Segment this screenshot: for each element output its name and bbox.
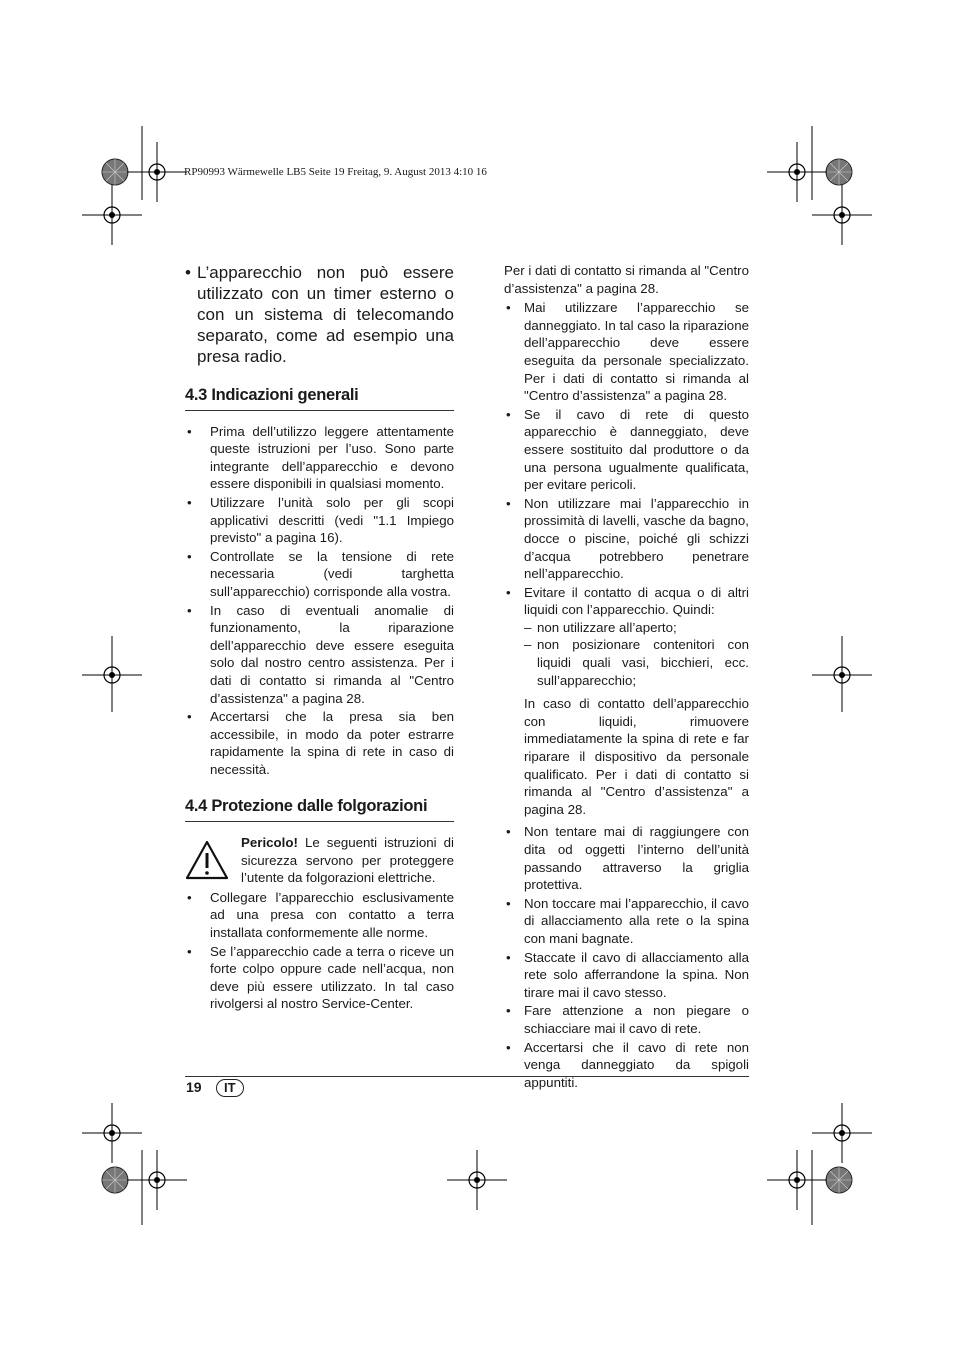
- footer-rule: [185, 1076, 749, 1077]
- list-item: • Staccate il cavo di allacciamento alla rete solo afferrandone la spina. Non tirare mai il cavo stesso.: [506, 949, 749, 1000]
- list-item: • Se il cavo di rete di questo apparecchio è danneggiato, deve essere sostituito dal produttore o da una persona ugualmente qualificata, per evitare pericoli.: [506, 406, 749, 493]
- sub-list-item: – non posizionare contenitori con liquidi quali vasi, bicchieri, ecc. sull’apparecchio;: [524, 637, 749, 688]
- list-item: • Prima dell’utilizzo leggere attentamente queste istruzioni per l’uso. Sono parte integrante dell’apparecchio e devono essere disponibili in qualsiasi momento.: [187, 423, 454, 492]
- list-item: • Se l’apparecchio cade a terra o riceve un forte colpo oppure cade nell’acqua, non deve più essere utilizzato. In tal caso rivolgersi al nostro Service-Center.: [187, 943, 454, 1012]
- list-item: • Collegare l’apparecchio esclusivamente ad una presa con contatto a terra installata conformemente alle norme.: [187, 889, 454, 941]
- list-item: • Fare attenzione a non piegare o schiacciare mai il cavo di rete.: [506, 1003, 749, 1036]
- page-number: 19: [186, 1079, 202, 1095]
- right-list-a: [504, 299, 749, 822]
- sub-list-item: – non utilizzare all’aperto;: [524, 619, 677, 635]
- list-item: • Accertarsi che il cavo di rete non venga danneggiato da spigoli appuntiti.: [506, 1039, 749, 1090]
- list-item: • Evitare il contatto di acqua o di altri liquidi con l’apparecchio. Quindi: – non utilizzare all’aperto; – non posizionare contenitori con liquidi quali vasi, bicchieri, ecc. sull’apparecchio; In caso di contatto dell’apparecchio con liquidi, rimuovere immediatamente la spina di rete e far riparare il dispositivo da personale qualificato. Per i dati di contatto si rimanda al "Centro d’assistenza" a pagina 28.: [506, 584, 749, 817]
- list-item: • Utilizzare l’unità solo per gli scopi applicativi descritti (vedi "1.1 Impiego previsto" a pagina 16).: [187, 494, 454, 546]
- list-item: • Non utilizzare mai l’apparecchio in prossimità di lavelli, vasche da bagno, docce o piscine, poiché gli schizzi d’acqua potrebbero penetrare nell’apparecchio.: [506, 495, 749, 582]
- language-badge: IT: [216, 1079, 244, 1097]
- continuation-text: Per i dati di contatto si rimanda al "Centro d’assistenza" a pagina 28.: [504, 263, 749, 296]
- water-bullet-text: Evitare il contatto di acqua o di altri liquidi con l’apparecchio. Quindi:: [524, 584, 749, 618]
- list-item: • In caso di eventuali anomalie di funzionamento, la riparazione dell’apparecchio deve essere eseguita solo dal nostro centro assistenza. Per i dati di contatto si rimanda al "Centro d’assistenza" a pagina 28.: [187, 602, 454, 706]
- section-4-3-list: [185, 423, 454, 779]
- danger-warning: [185, 834, 454, 887]
- list-item: • Mai utilizzare l’apparecchio se danneggiato. In tal caso la riparazione dell’apparecchio deve essere eseguita da personale specializzato. Per i dati di contatto si rimanda al "Centro d’assistenza" a pagina 28.: [506, 300, 749, 404]
- right-column: [504, 262, 749, 1092]
- section-heading-4-3: 4.3 Indicazioni generali: [185, 387, 454, 411]
- list-item: • Accertarsi che la presa sia ben accessibile, in modo da poter estrarre rapidamente la spina di rete in caso di necessità.: [187, 709, 454, 777]
- list-item: • Controllate se la tensione di rete necessaria (vedi targhetta sull’apparecchio) corrisponde alla vostra.: [187, 548, 454, 599]
- print-header: RP90993 Wärmewelle LB5 Seite 19 Freitag, 9. August 2013 4:10 16: [184, 166, 487, 178]
- warning-label: Pericolo!: [241, 835, 298, 851]
- warning-text: Le seguenti istruzioni di sicurezza servono per proteggere l’utente da folgorazioni elettriche.: [241, 835, 454, 886]
- intro-bullet: • L’apparecchio non può essere utilizzato con un timer esterno o con un sistema di telecomando separato, come ad esempio una presa radio.: [185, 263, 454, 366]
- left-column: [185, 262, 454, 1014]
- section-4-4-list: [185, 889, 454, 1013]
- list-item: • Non toccare mai l’apparecchio, il cavo di allacciamento alla rete o la spina con mani bagnate.: [506, 895, 749, 946]
- section-heading-4-4: 4.4 Protezione dalle folgorazioni: [185, 798, 454, 822]
- water-paragraph: In caso di contatto dell’apparecchio con liquidi, rimuovere immediatamente la spina di rete e far riparare il dispositivo da personale qualificato. Per i dati di contatto si rimanda al "Centro d’assistenza" a pagina 28.: [524, 696, 749, 817]
- right-list-b: [504, 823, 749, 1091]
- warning-triangle-icon: [185, 834, 241, 887]
- list-item: • Non tentare mai di raggiungere con dita od oggetti l’interno dell’unità passando attraverso la griglia protettiva.: [506, 824, 749, 893]
